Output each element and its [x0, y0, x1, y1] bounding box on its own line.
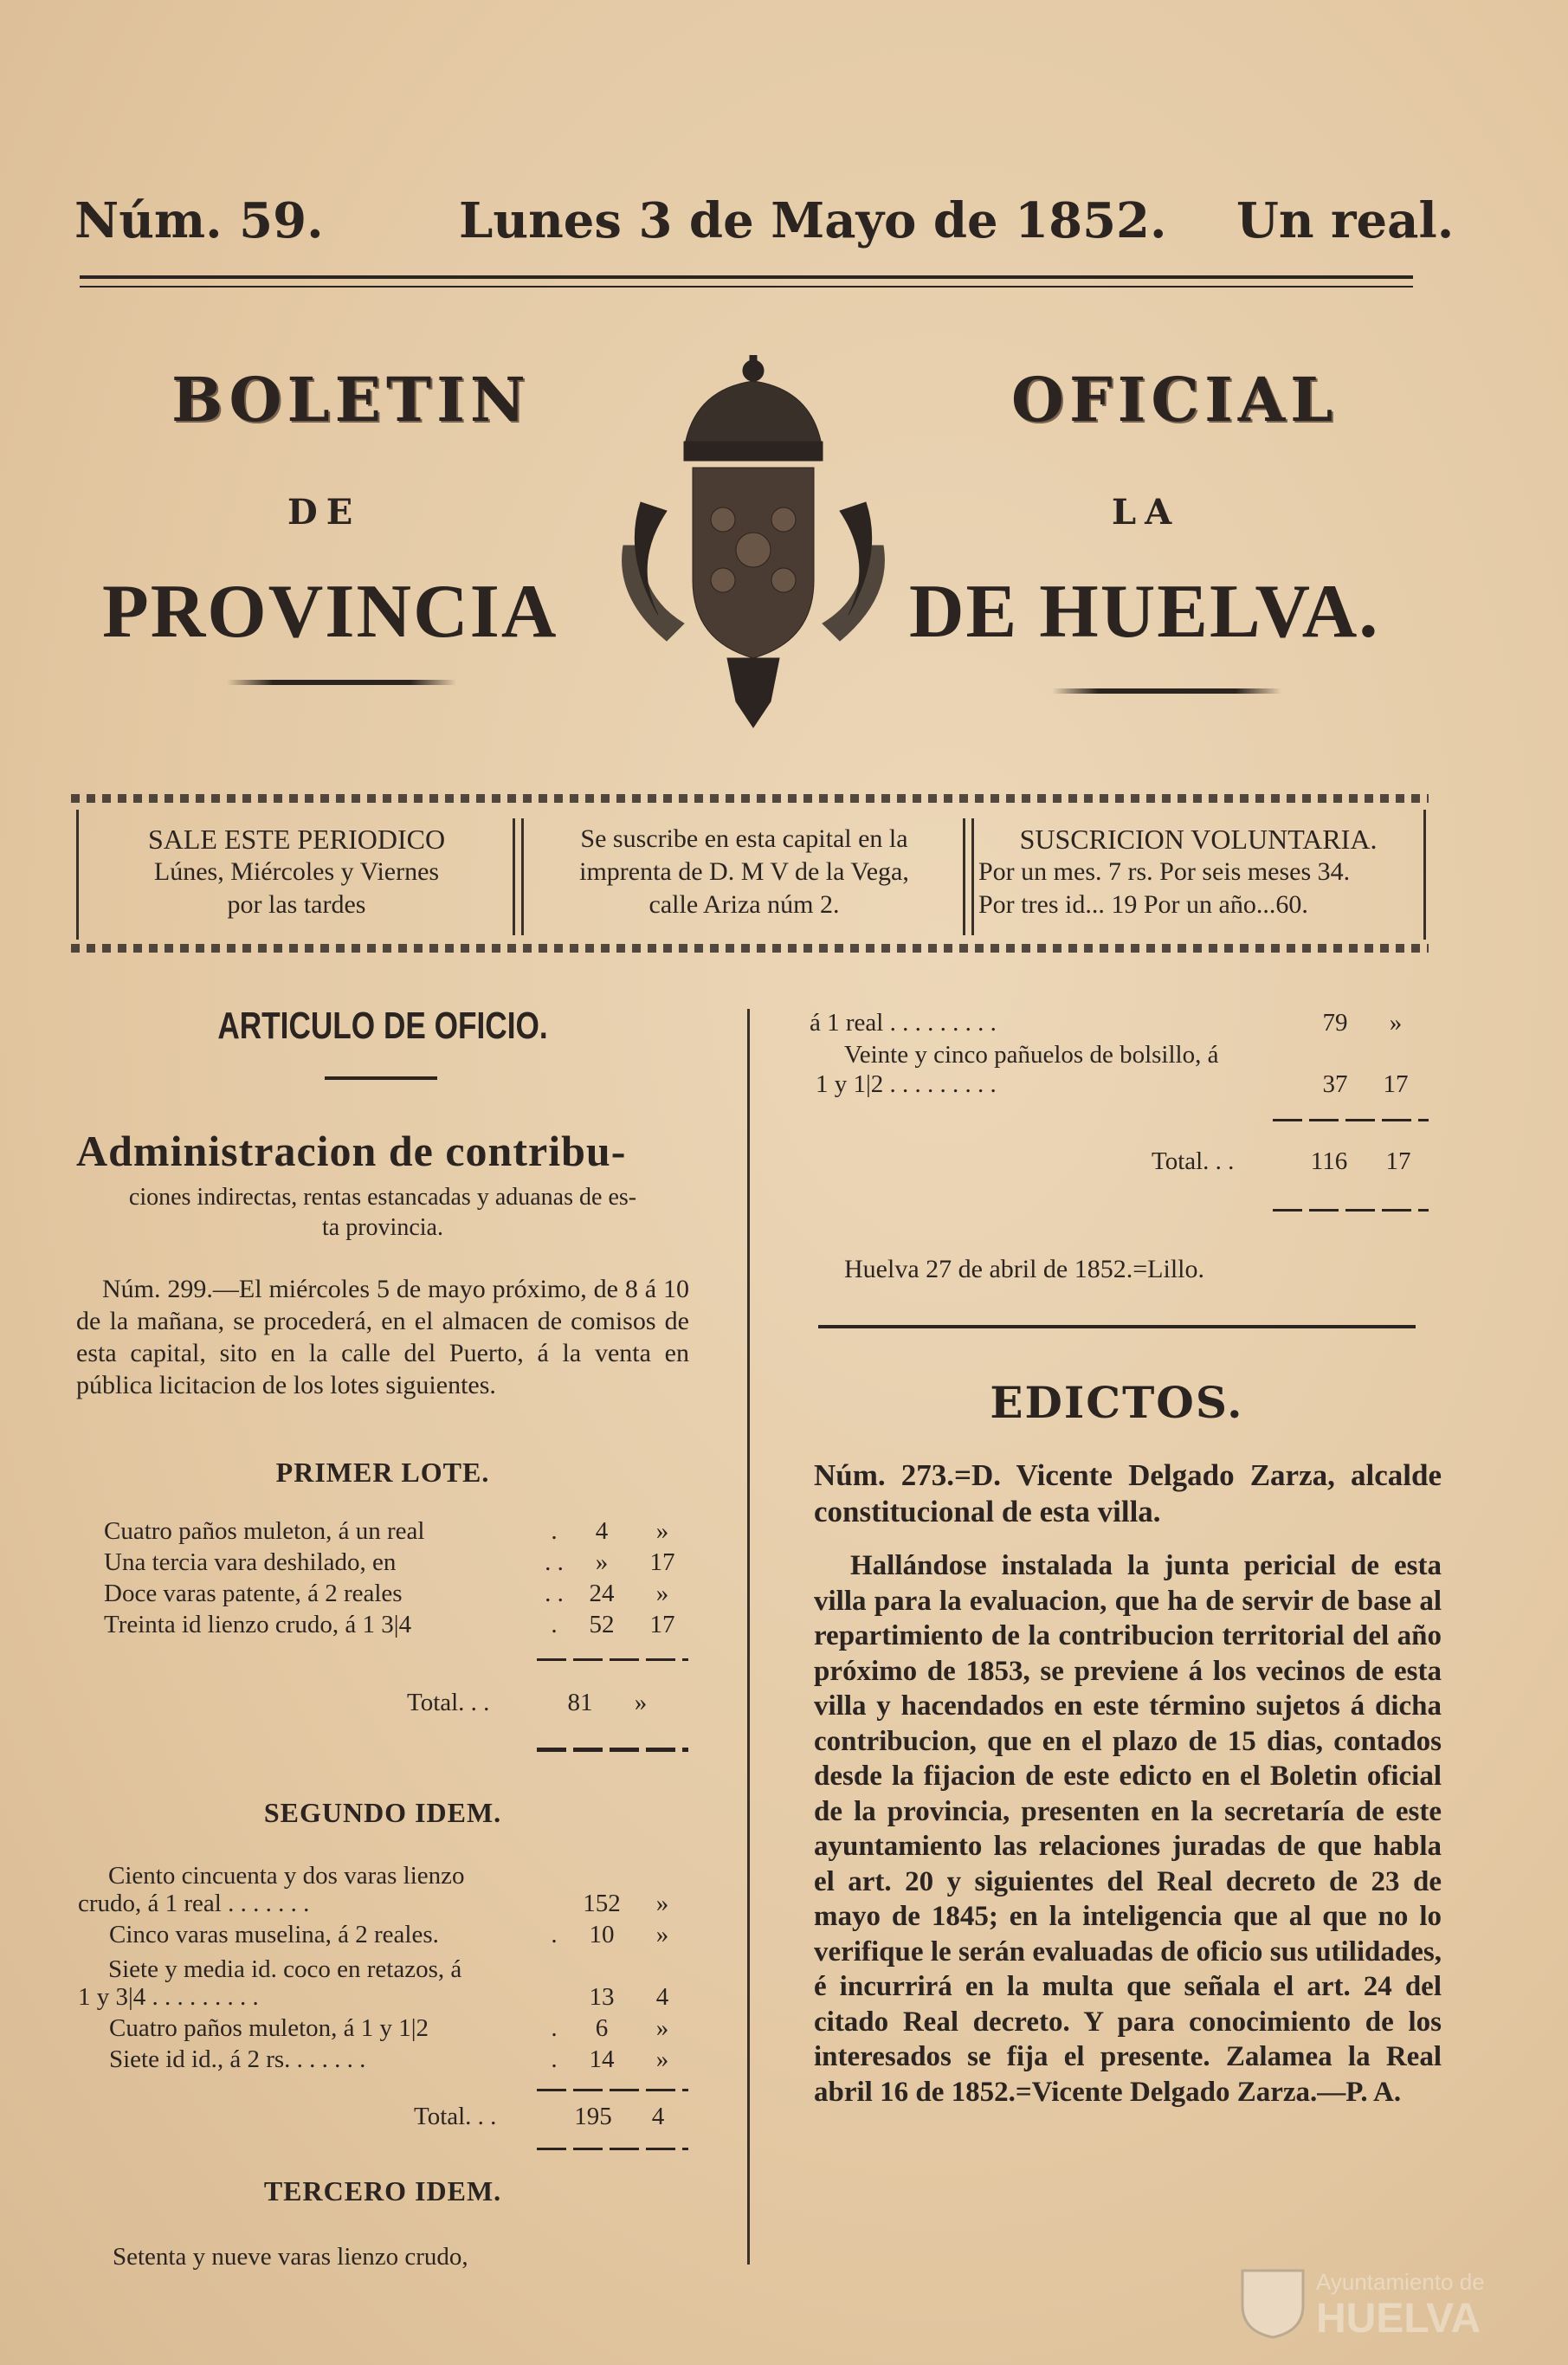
issue-number: Núm. 59.: [74, 192, 324, 249]
lot1-title: PRIMER LOTE.: [275, 1457, 490, 1488]
lot1-total-reales: 81: [567, 1689, 593, 1716]
table-row: [810, 1009, 1426, 1040]
masthead-provincia: PROVINCIA: [102, 570, 558, 654]
item-reales: 79: [1322, 1009, 1348, 1037]
issue-price: Un real.: [1236, 192, 1455, 249]
schedule-time: por las tardes: [227, 890, 366, 919]
item-reales: 10: [589, 1921, 615, 1948]
item-dots: .: [551, 2045, 558, 2073]
lot1-total-label: Total. . .: [407, 1689, 490, 1716]
lot3-sum-rule: [1273, 1119, 1429, 1121]
item-dots: . .: [545, 1548, 564, 1576]
edict-heading: Núm. 273.=D. Vicente Delgado Zarza, alcalde constitucional de esta villa.: [814, 1458, 1442, 1528]
subscribe-line-2: imprenta de D. M V de la Vega,: [579, 857, 909, 886]
item-dots: .: [551, 2014, 558, 2042]
lot3-first-line: Setenta y nueve varas lienzo crudo,: [113, 2243, 468, 2271]
info-box-divider-2: [963, 818, 965, 935]
info-box-edge-right: [1423, 810, 1426, 940]
masthead-de-huelva: DE HUELVA.: [909, 570, 1380, 654]
table-row: [104, 1611, 693, 1642]
item-desc: 1 y 1|2 . . . . . . . . .: [816, 1070, 997, 1098]
info-box-divider-1b: [521, 818, 524, 935]
header-rule-top: [80, 275, 1413, 279]
item-reales: 13: [589, 1983, 615, 2011]
item-desc: Cinco varas muselina, á 2 reales.: [109, 1921, 439, 1948]
item-maravedis: »: [655, 1890, 669, 1917]
item-maravedis: 4: [655, 1983, 669, 2011]
item-desc: Cuatro paños muleton, á 1 y 1|2: [109, 2014, 429, 2042]
table-row: [104, 1517, 693, 1548]
masthead-ornament-right: [1052, 688, 1281, 694]
lot2-total-reales: 195: [574, 2103, 612, 2130]
item-maravedis: »: [1389, 1009, 1403, 1037]
item-dots: .: [551, 1921, 558, 1948]
lot3-title: TERCERO IDEM.: [263, 2175, 502, 2207]
info-box-schedule: [87, 823, 507, 921]
item-maravedis: »: [655, 1517, 669, 1545]
item-reales: 6: [595, 2014, 609, 2042]
masthead-la: LA: [1112, 492, 1181, 533]
lot3-total-reales: 116: [1310, 1147, 1348, 1175]
edict-body: Hallándose instalada la junta pericial de esta villa para la evaluacion, que ha de servir de base al repartimiento de la contribucion territorial del año próximo de 1853, se previene á los vecinos de esta villa y hacendados en este término sujetos á dicha contribucion, que en el plazo de 15 dias, contados desde la fijacion de este edicto en el Boletin oficial de la provincia, presenten en la secretaría de este ayuntamiento las relaciones juradas de que habla el art. 20 y siguientes del Real decreto de 23 de mayo de 1845; en la inteligencia que al que no lo verifique le serán evaluadas de oficio sus utilidades, é incurrirá en la multa que señala el art. 24 del citado Real decreto. Y para conocimiento de los interesados se fija el presente. Zalamea la Real abril 16 de 1852.=Vicente Delgado Zarza.—P. A.: [814, 1550, 1442, 2108]
admin-subheading-1: ciones indirectas, rentas estancadas y aduanas de es-: [128, 1184, 637, 1211]
lot3-total-rule: [1273, 1209, 1429, 1212]
table-row: [78, 1890, 693, 1921]
admin-heading: Administracion de contribu-: [76, 1127, 627, 1175]
item-dots: . .: [545, 1580, 564, 1607]
table-row: [78, 2014, 693, 2045]
table-row: [104, 1580, 693, 1611]
info-box-subscribe: [530, 823, 958, 921]
prices-title: SUSCRICION VOLUNTARIA.: [1019, 824, 1378, 855]
lot2-item3-line1: Siete y media id. coco en retazos, á: [108, 1955, 462, 1983]
info-box-divider-1: [513, 818, 515, 935]
item-reales: 152: [583, 1890, 621, 1917]
item-reales: »: [595, 1548, 609, 1576]
item-reales: 52: [589, 1611, 615, 1638]
item-maravedis: 17: [649, 1611, 675, 1638]
info-box-prices: [978, 823, 1418, 921]
item-maravedis: 17: [649, 1548, 675, 1576]
lot1-table: [104, 1517, 693, 1642]
prices-line-1: Por un mes. 7 rs. Por seis meses 34.: [978, 857, 1351, 886]
table-row: [78, 2045, 693, 2077]
header-rule-bottom: [80, 286, 1413, 288]
lot2-title: SEGUNDO IDEM.: [263, 1797, 502, 1828]
table-row: [816, 1070, 1426, 1102]
lot2-table: [78, 1890, 693, 1952]
lot2-sum-rule: [537, 2089, 688, 2091]
item-desc: 1 y 3|4 . . . . . . . . .: [78, 1983, 259, 2011]
item-maravedis: »: [655, 1580, 669, 1607]
info-box-border-top: [71, 794, 1429, 803]
lot3-total-label: Total. . .: [1152, 1147, 1235, 1175]
item-reales: 24: [589, 1580, 615, 1607]
item-maravedis: »: [655, 1921, 669, 1948]
masthead-ornament-left: [227, 680, 456, 685]
table-row: [78, 1983, 693, 2014]
edictos-title: EDICTOS.: [990, 1377, 1244, 1428]
coat-of-arms-icon: [606, 355, 900, 736]
lot3-total-maravedis: 17: [1385, 1147, 1411, 1175]
info-box-edge-left: [76, 810, 79, 940]
admin-subheading-2: ta provincia.: [322, 1214, 443, 1241]
item-dots: .: [551, 1611, 558, 1638]
subscribe-line-1: Se suscribe en esta capital en la: [580, 824, 908, 853]
info-box-border-bottom: [71, 944, 1429, 953]
item-reales: 14: [589, 2045, 615, 2073]
item-desc: Cuatro paños muleton, á un real: [104, 1517, 425, 1545]
lot3-continuation-table-b: [816, 1070, 1426, 1102]
masthead-de: DE: [287, 492, 362, 533]
item-desc: Treinta id lienzo crudo, á 1 3|4: [104, 1611, 412, 1638]
watermark-shield-icon: [1238, 2266, 1307, 2340]
table-row: [78, 1921, 693, 1952]
column-divider: [747, 1009, 750, 2265]
admin-signature: Huelva 27 de abril de 1852.=Lillo.: [844, 1255, 1204, 1283]
lot2-total-rule: [537, 2148, 688, 2150]
item-reales: 4: [595, 1517, 609, 1545]
section-separator: [818, 1325, 1416, 1328]
prices-line-2: Por tres id... 19 Por un año...60.: [978, 890, 1308, 919]
lot2-item1-line1: Ciento cincuenta y dos varas lienzo: [108, 1862, 465, 1890]
admin-intro: Núm. 299.—El miércoles 5 de mayo próximo, de 8 á 10 de la mañana, se procederá, en el almacen de comisos de esta capital, sito en la calle del Puerto, á la venta en pública licitacion de los lotes siguientes.: [76, 1275, 689, 1399]
schedule-title: SALE ESTE PERIODICO: [147, 824, 446, 855]
info-box-divider-2b: [971, 818, 974, 935]
item-desc: Doce varas patente, á 2 reales: [104, 1580, 403, 1607]
lot1-total-maravedis: »: [634, 1689, 648, 1716]
section-title: ARTICULO DE OFICIO.: [217, 1005, 548, 1047]
item-desc: Una tercia vara deshilado, en: [104, 1548, 397, 1576]
lot1-sum-rule: [537, 1658, 688, 1661]
item-dots: .: [551, 1517, 558, 1545]
item-desc: á 1 real . . . . . . . . .: [810, 1009, 997, 1037]
item-desc: crudo, á 1 real . . . . . . .: [78, 1890, 310, 1917]
table-row: [104, 1548, 693, 1580]
lot2-table-b: [78, 1983, 693, 2077]
masthead-oficial: OFICIAL: [1011, 364, 1339, 436]
lot3-continuation-table: [810, 1009, 1426, 1040]
section-title-rule: [325, 1076, 437, 1080]
lot2-total-label: Total. . .: [414, 2103, 497, 2130]
lot3-item2-line1: Veinte y cinco pañuelos de bolsillo, á: [844, 1041, 1219, 1069]
item-maravedis: 17: [1383, 1070, 1409, 1098]
schedule-days: Lúnes, Miércoles y Viernes: [153, 857, 440, 886]
lot1-total-rule: [537, 1748, 688, 1752]
subscribe-line-3: calle Ariza núm 2.: [648, 890, 840, 919]
masthead-boletin: BOLETIN: [171, 364, 531, 436]
watermark: [1238, 2262, 1515, 2344]
item-desc: Siete id id., á 2 rs. . . . . . .: [109, 2045, 366, 2073]
watermark-line2: HUELVA: [1316, 2296, 1481, 2342]
item-maravedis: »: [655, 2045, 669, 2073]
watermark-line1: Ayuntamiento de: [1316, 2269, 1485, 2295]
item-reales: 37: [1322, 1070, 1348, 1098]
lot2-total-maravedis: 4: [651, 2103, 665, 2130]
issue-date: Lunes 3 de Mayo de 1852.: [459, 192, 1167, 249]
item-maravedis: »: [655, 2014, 669, 2042]
